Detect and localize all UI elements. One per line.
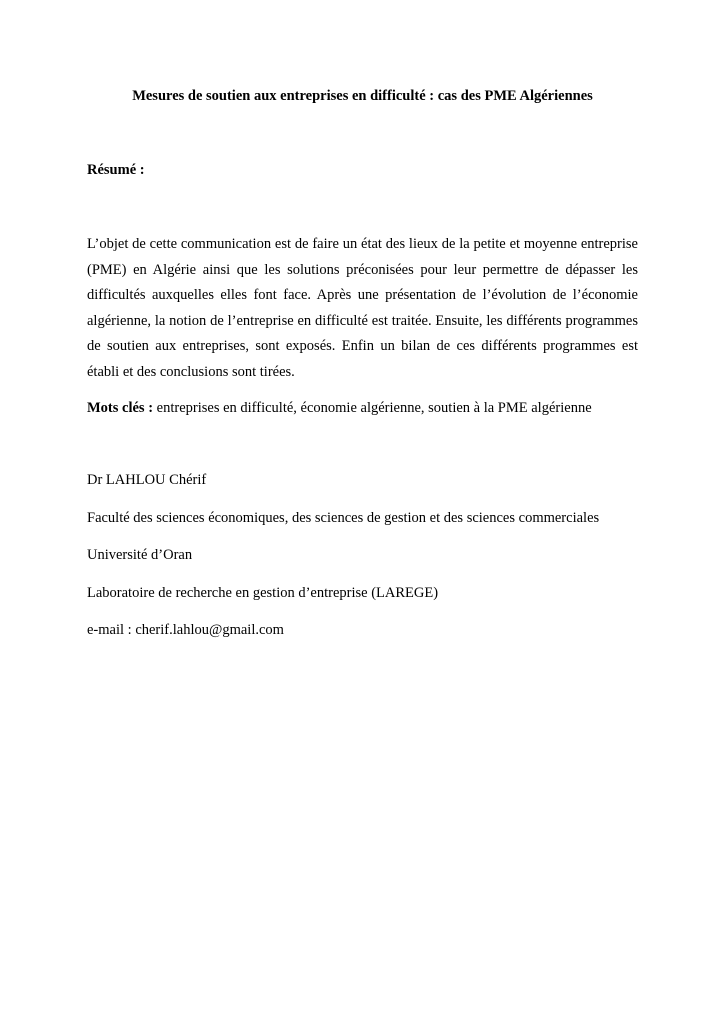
keywords-label: Mots clés :: [87, 400, 154, 416]
document-title: Mesures de soutien aux entreprises en difficulté : cas des PME Algériennes: [132, 88, 593, 104]
author-name: Dr LAHLOU Chérif: [87, 472, 207, 488]
author-faculty: Faculté des sciences économiques, des sciences de gestion et des sciences commerciales: [87, 510, 600, 526]
keywords-line: [87, 398, 667, 418]
author-email: e-mail : cherif.lahlou@gmail.com: [87, 622, 284, 638]
author-laboratory: Laboratoire de recherche en gestion d’entreprise (LAREGE): [87, 585, 439, 601]
keywords-text: entreprises en difficulté, économie algérienne, soutien à la PME algérienne: [156, 400, 592, 416]
resume-heading: Résumé :: [87, 162, 145, 178]
author-university: Université d’Oran: [87, 547, 193, 563]
abstract-paragraph: L’objet de cette communication est de faire un état des lieux de la petite et moyenne entreprise (PME) en Algérie ainsi que les solutions préconisées pour leur permettre de dépasser les difficultés auxquelles elles font face. Après une présentation de l’évolution de l’économie algérienne, la notion de l’entreprise en difficulté est traitée. Ensuite, les différents programmes de soutien aux entreprises, sont exposés. Enfin un bilan de ces différents programmes est établi et des conclusions sont tirées.: [87, 236, 638, 380]
